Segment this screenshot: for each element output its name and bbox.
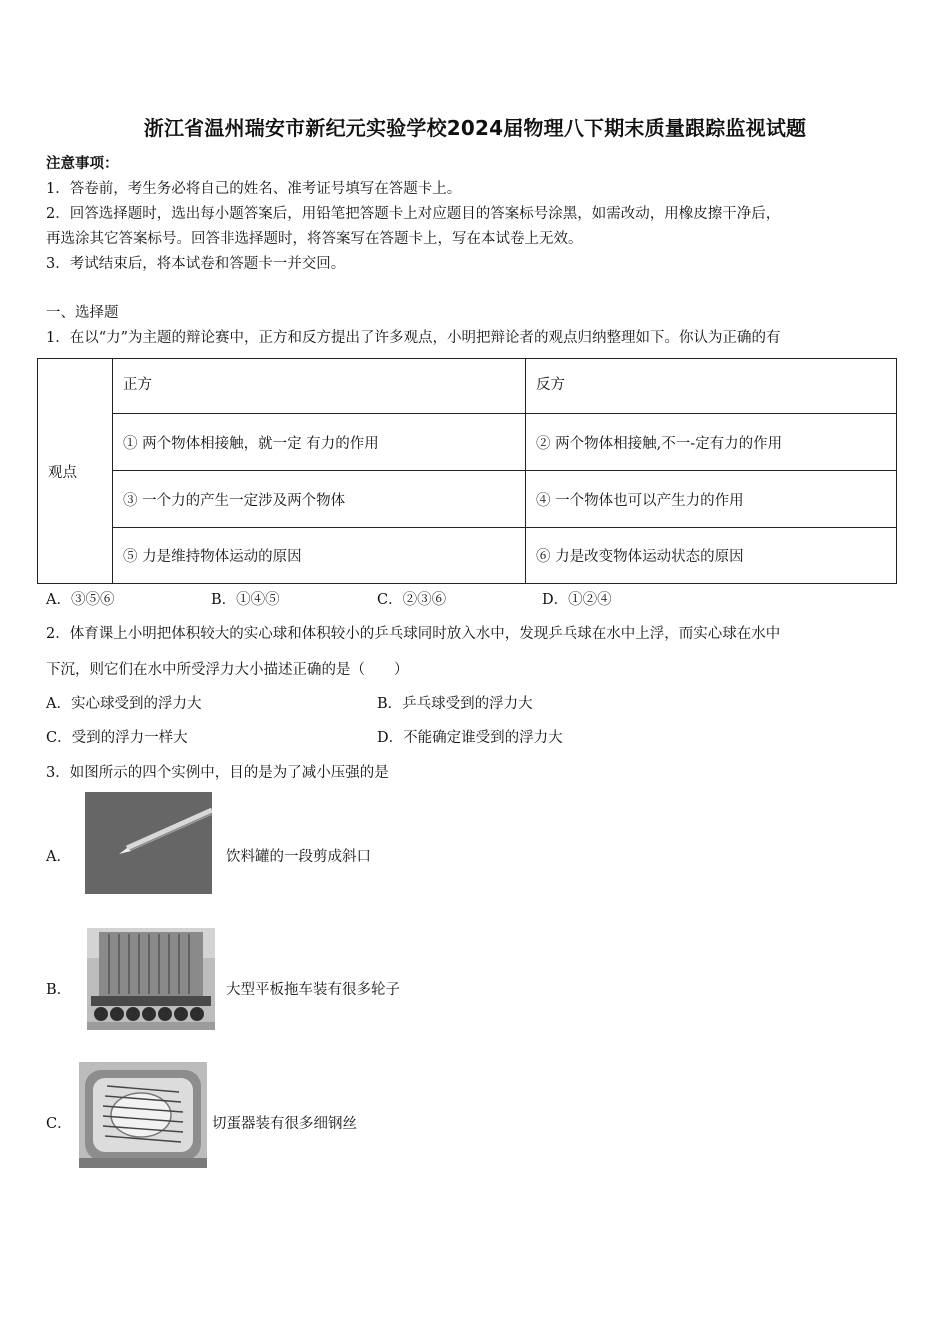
row-label-viewpoints: 观点 bbox=[38, 359, 113, 584]
header-con-side: 反方 bbox=[526, 359, 897, 414]
q1-option-d[interactable]: D．①②④ bbox=[542, 592, 612, 608]
notice-item: 再选涂其它答案标号。回答非选择题时，将答案写在答题卡上，写在本试卷上无效。 bbox=[46, 231, 583, 247]
egg-slicer-photo bbox=[79, 1062, 207, 1168]
exam-title: 浙江省温州瑞安市新纪元实验学校2024届物理八下期末质量跟踪监视试题 bbox=[143, 116, 807, 140]
con-view-6: ⑥ 力是改变物体运动状态的原因 bbox=[526, 528, 897, 584]
q3-option-b-label[interactable]: B． bbox=[46, 982, 72, 998]
q3-caption-a: 饮料罐的一段剪成斜口 bbox=[226, 849, 371, 865]
question-2-stem: 2．体育课上小明把体积较大的实心球和体积较小的乒乓球同时放入水中，发现乒乓球在水中上浮，而实心球在水中 bbox=[46, 626, 781, 642]
notice-heading: 注意事项： bbox=[46, 155, 119, 172]
q2-option-d[interactable]: D．不能确定谁受到的浮力大 bbox=[377, 730, 563, 746]
section-heading: 一、选择题 bbox=[46, 305, 119, 321]
notice-item: 1．答卷前，考生务必将自己的姓名、准考证号填写在答题卡上。 bbox=[46, 181, 462, 197]
question-1-stem: 1．在以“力”为主题的辩论赛中，正方和反方提出了许多观点，小明把辩论者的观点归纳整理如下。你认为正确的有 bbox=[46, 330, 781, 346]
q2-option-a[interactable]: A．实心球受到的浮力大 bbox=[46, 696, 202, 712]
trailer-photo bbox=[87, 928, 215, 1030]
pro-view-3: ③ 一个力的产生一定涉及两个物体 bbox=[113, 471, 526, 528]
header-pro-side: 正方 bbox=[113, 359, 526, 414]
straw-photo bbox=[85, 792, 212, 894]
question-2-stem-cont: 下沉，则它们在水中所受浮力大小描述正确的是（ ） bbox=[46, 662, 409, 678]
q3-caption-b: 大型平板拖车装有很多轮子 bbox=[226, 982, 400, 998]
pro-view-1: ① 两个物体相接触，就一定 有力的作用 bbox=[113, 414, 526, 471]
con-view-2: ② 两个物体相接触,不一-定有力的作用 bbox=[526, 414, 897, 471]
viewpoints-table bbox=[37, 358, 897, 584]
q1-option-c[interactable]: C．②③⑥ bbox=[377, 592, 447, 608]
pro-view-5: ⑤ 力是维持物体运动的原因 bbox=[113, 528, 526, 584]
notice-item: 2．回答选择题时，选出每小题答案后，用铅笔把答题卡上对应题目的答案标号涂黑，如需改动，用橡皮擦干净后， bbox=[46, 206, 781, 222]
q2-option-c[interactable]: C．受到的浮力一样大 bbox=[46, 730, 188, 746]
q2-option-b[interactable]: B．乒乓球受到的浮力大 bbox=[377, 696, 533, 712]
con-view-4: ④ 一个物体也可以产生力的作用 bbox=[526, 471, 897, 528]
q1-option-b[interactable]: B．①④⑤ bbox=[211, 592, 280, 608]
q1-option-a[interactable]: A．③⑤⑥ bbox=[46, 592, 115, 608]
q3-option-a-label[interactable]: A． bbox=[46, 849, 71, 865]
q3-caption-c: 切蛋器装有很多细钢丝 bbox=[212, 1116, 357, 1132]
notice-item: 3．考试结束后，将本试卷和答题卡一并交回。 bbox=[46, 256, 346, 272]
q3-option-c-label[interactable]: C． bbox=[46, 1116, 72, 1132]
question-3-stem: 3．如图所示的四个实例中，目的是为了减小压强的是 bbox=[46, 765, 389, 781]
